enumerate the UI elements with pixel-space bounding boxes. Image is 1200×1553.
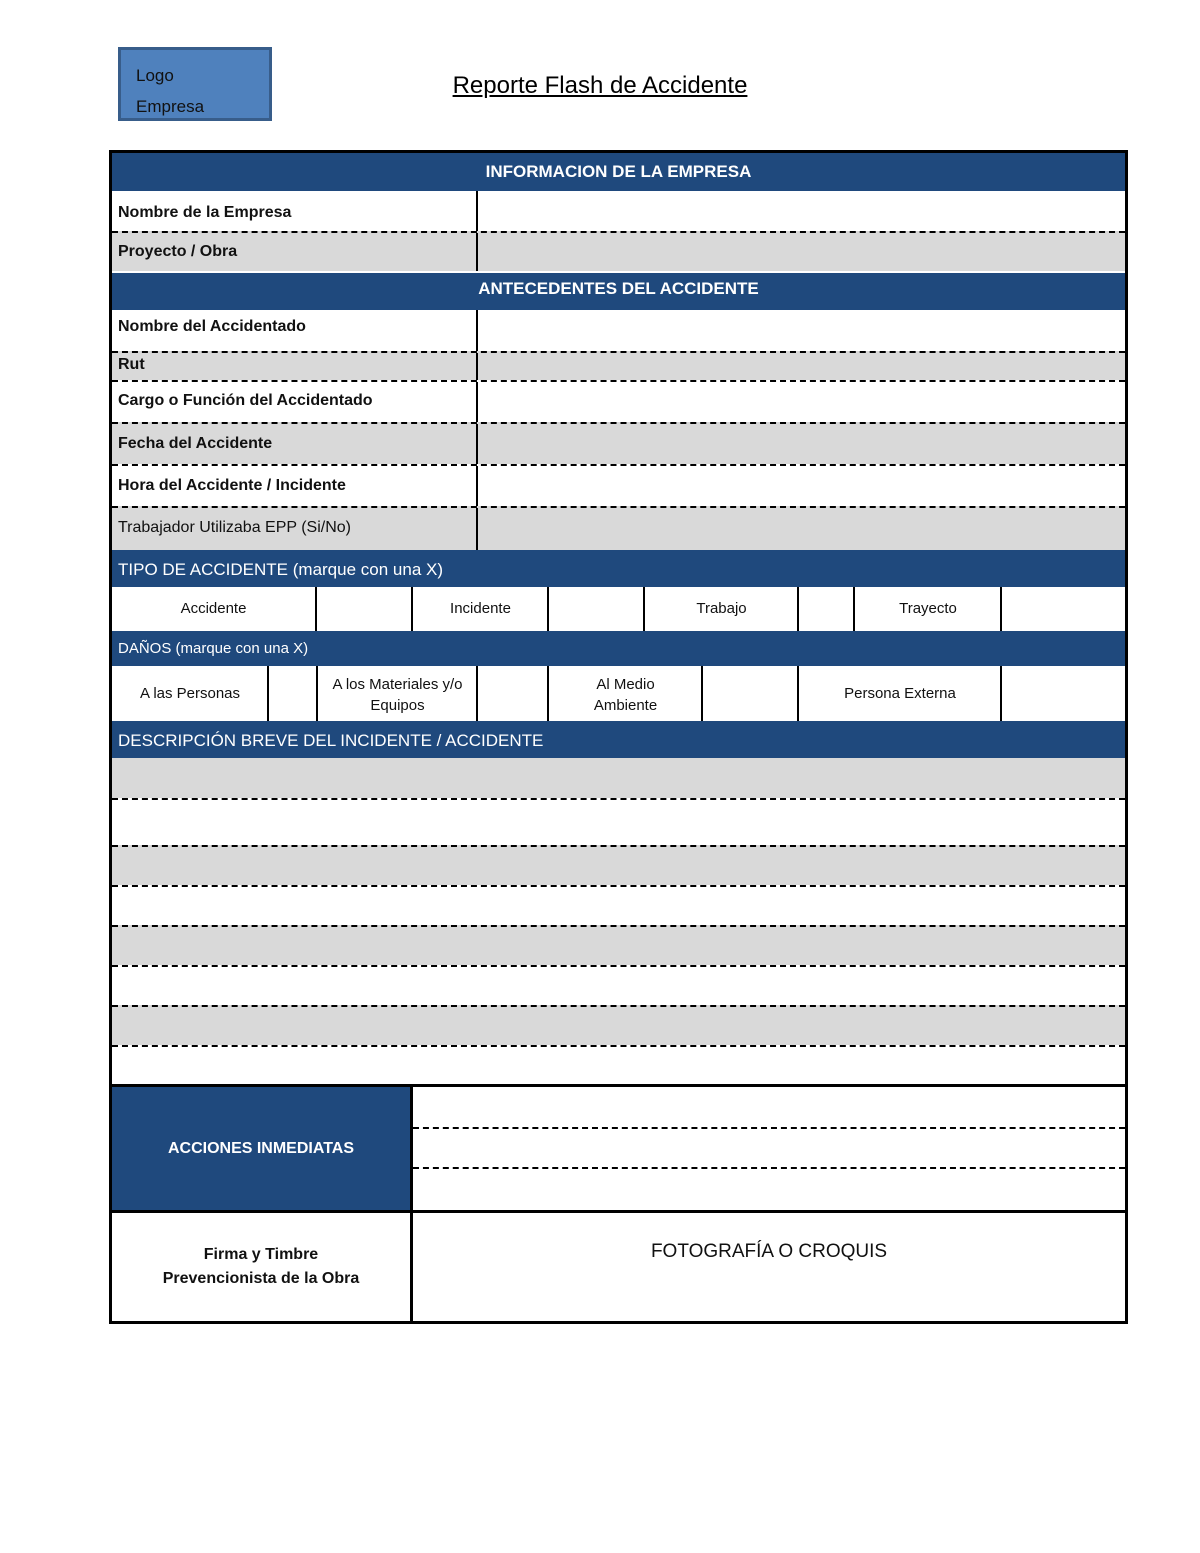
description-line-1[interactable]	[112, 758, 1125, 798]
damage-external-person-label: Persona Externa	[797, 666, 1001, 721]
signature-line-1: Firma y Timbre	[203, 1246, 319, 1263]
description-line-7[interactable]	[112, 1005, 1125, 1045]
signature-line-2: Prevencionista de la Obra	[162, 1270, 360, 1287]
accident-type-trabajo-checkbox[interactable]	[797, 587, 854, 631]
accident-type-trayecto-label: Trayecto	[853, 587, 1001, 631]
time-label: Hora del Accidente / Incidente	[118, 477, 346, 494]
project-label: Proyecto / Obra	[118, 243, 238, 260]
project-input[interactable]	[476, 233, 1125, 271]
damage-environment-label: Al Medio Ambiente	[547, 666, 702, 721]
damage-persons-label: A las Personas	[139, 685, 241, 702]
immediate-actions-line-1[interactable]	[413, 1087, 1125, 1127]
photo-sketch-box[interactable]	[413, 1213, 1125, 1321]
accident-type-trabajo-label: Trabajo	[643, 587, 798, 631]
damage-external-person-checkbox[interactable]	[1000, 666, 1125, 721]
immediate-actions-label: ACCIONES INMEDIATAS	[112, 1087, 410, 1211]
description-line-6[interactable]	[112, 965, 1125, 1005]
description-line-8[interactable]	[112, 1045, 1125, 1085]
damage-environment-checkbox[interactable]	[701, 666, 798, 721]
damages-header: DAÑOS (marque con una X)	[112, 631, 1125, 666]
immediate-actions-line-3[interactable]	[413, 1167, 1125, 1211]
position-label: Cargo o Función del Accidentado	[118, 392, 373, 409]
description-line-4[interactable]	[112, 885, 1125, 925]
damage-materials-label: A los Materiales y/o Equipos	[316, 666, 477, 721]
company-info-header: INFORMACION DE LA EMPRESA	[112, 153, 1125, 191]
position-input[interactable]	[476, 382, 1125, 422]
description-line-2[interactable]	[112, 798, 1125, 845]
injured-name-label: Nombre del Accidentado	[118, 318, 306, 335]
accident-type-trayecto-checkbox[interactable]	[1000, 587, 1125, 631]
description-header: DESCRIPCIÓN BREVE DEL INCIDENTE / ACCIDENTE	[112, 721, 1125, 758]
epp-label: Trabajador Utilizaba EPP (Si/No)	[118, 519, 351, 536]
logo-line-2: Empresa	[136, 97, 205, 116]
logo-line-1: Logo	[136, 66, 174, 85]
accident-type-incidente-checkbox[interactable]	[547, 587, 644, 631]
epp-input[interactable]	[476, 508, 1125, 550]
rut-input[interactable]	[476, 353, 1125, 380]
accident-type-header: TIPO DE ACCIDENTE (marque con una X)	[112, 550, 1125, 587]
report-title: Reporte Flash de Accidente	[452, 72, 748, 99]
description-line-3[interactable]	[112, 845, 1125, 885]
rut-label: Rut	[118, 356, 145, 373]
description-line-5[interactable]	[112, 925, 1125, 965]
immediate-actions-line-2[interactable]	[413, 1127, 1125, 1167]
accident-type-incidente-label: Incidente	[411, 587, 548, 631]
date-label: Fecha del Accidente	[118, 435, 273, 452]
time-input[interactable]	[476, 466, 1125, 506]
company-name-input[interactable]	[476, 191, 1125, 231]
date-input[interactable]	[476, 424, 1125, 464]
photo-sketch-label: FOTOGRAFÍA O CROQUIS	[650, 1241, 888, 1262]
accident-background-header: ANTECEDENTES DEL ACCIDENTE	[112, 273, 1125, 310]
injured-name-input[interactable]	[476, 310, 1125, 351]
accident-type-accidente-label: Accidente	[180, 600, 247, 617]
damage-materials-checkbox[interactable]	[476, 666, 548, 721]
company-name-label: Nombre de la Empresa	[118, 204, 292, 221]
signature-box[interactable]	[112, 1213, 410, 1321]
accident-type-accidente-checkbox[interactable]	[315, 587, 412, 631]
damage-persons-checkbox[interactable]	[267, 666, 317, 721]
